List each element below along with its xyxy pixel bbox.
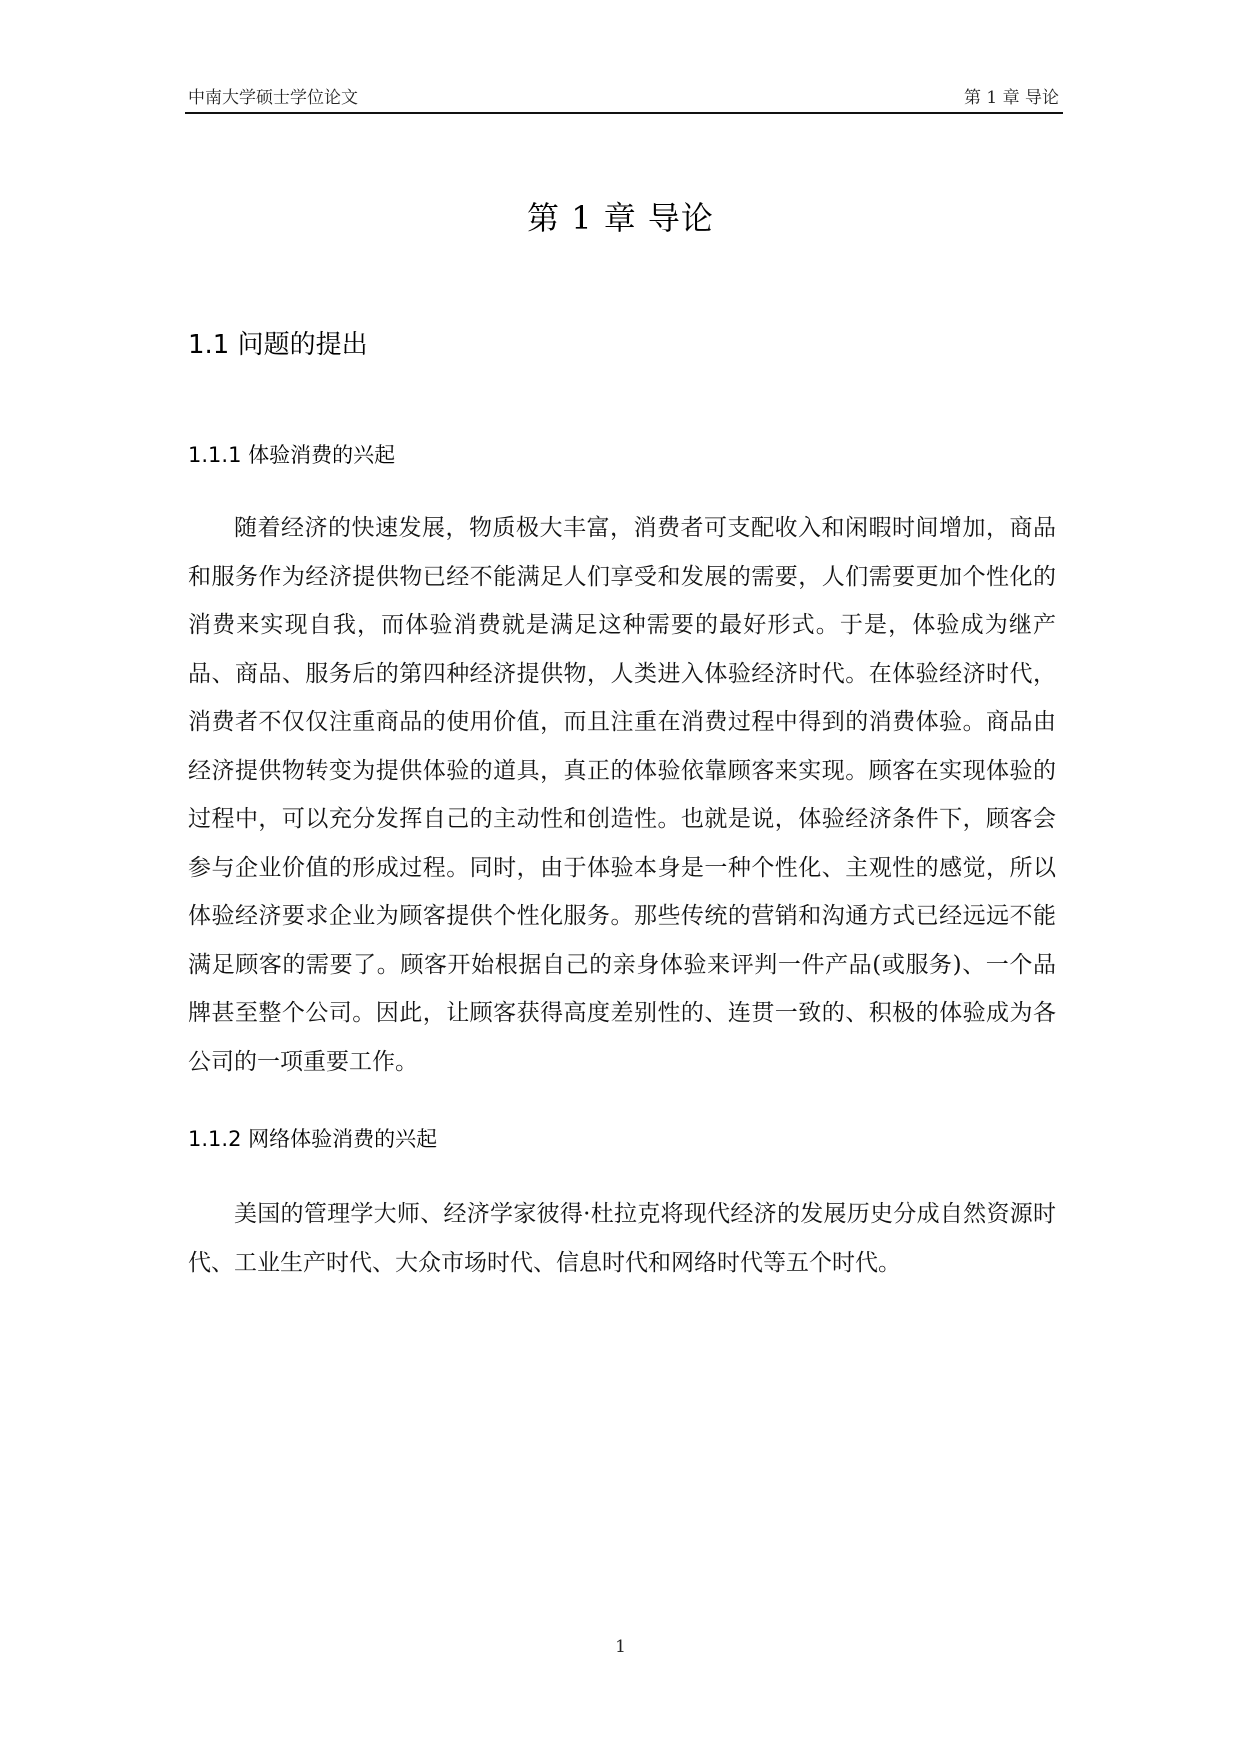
header-university-thesis-label: 中南大学硕士学位论文 — [188, 88, 358, 108]
section-title: 1.1 问题的提出 — [188, 330, 368, 360]
paragraph-text: 美国的管理学大师、经济学家彼得·杜拉克将现代经济的发展历史分成自然资源时代、工业生产时代、大众市场时代、信息时代和网络时代等五个时代。 — [188, 1201, 1056, 1276]
paragraph-text: 随着经济的快速发展，物质极大丰富，消费者可支配收入和闲暇时间增加，商品和服务作为经济提供物已经不能满足人们享受和发展的需要，人们需要更加个性化的消费来实现自我，而体验消费就是满足这种需要的最好形式。于是，体验成为继产品、商品、服务后的第四种经济提供物，人类进入体验经济时代。在体验经济时代，消费者不仅仅注重商品的使用价值，而且注重在消费过程中得到的消费体验。商品由经济提供物转变为提供体验的道具，真正的体验依靠顾客来实现。顾客在实现体验的过程中，可以充分发挥自己的主动性和创造性。也就是说，体验经济条件下，顾客会参与企业价值的形成过程。同时，由于体验本身是一种个性化、主观性的感觉，所以体验经济要求企业为顾客提供个性化服务。那些传统的营销和沟通方式已经远远不能满足顾客的需要了。顾客开始根据自己的亲身体验来评判一件产品(或服务)、一个品牌甚至整个公司。因此，让顾客获得高度差别性的、连贯一致的、积极的体验成为各公司的一项重要工作。 — [188, 515, 1056, 1075]
subsection-title-online-experience-consumption: 1.1.2 网络体验消费的兴起 — [188, 1127, 438, 1151]
subsection-title-experience-consumption: 1.1.1 体验消费的兴起 — [188, 443, 396, 467]
running-header — [188, 84, 1063, 114]
chapter-title: 第 1 章 导论 — [527, 199, 714, 237]
header-divider — [185, 112, 1063, 114]
body-paragraph-online-experience-consumption — [188, 1190, 1056, 1287]
body-paragraph-experience-consumption — [188, 504, 1056, 1086]
page-number: 1 — [615, 1637, 626, 1657]
header-chapter-label: 第 1 章 导论 — [963, 88, 1059, 108]
